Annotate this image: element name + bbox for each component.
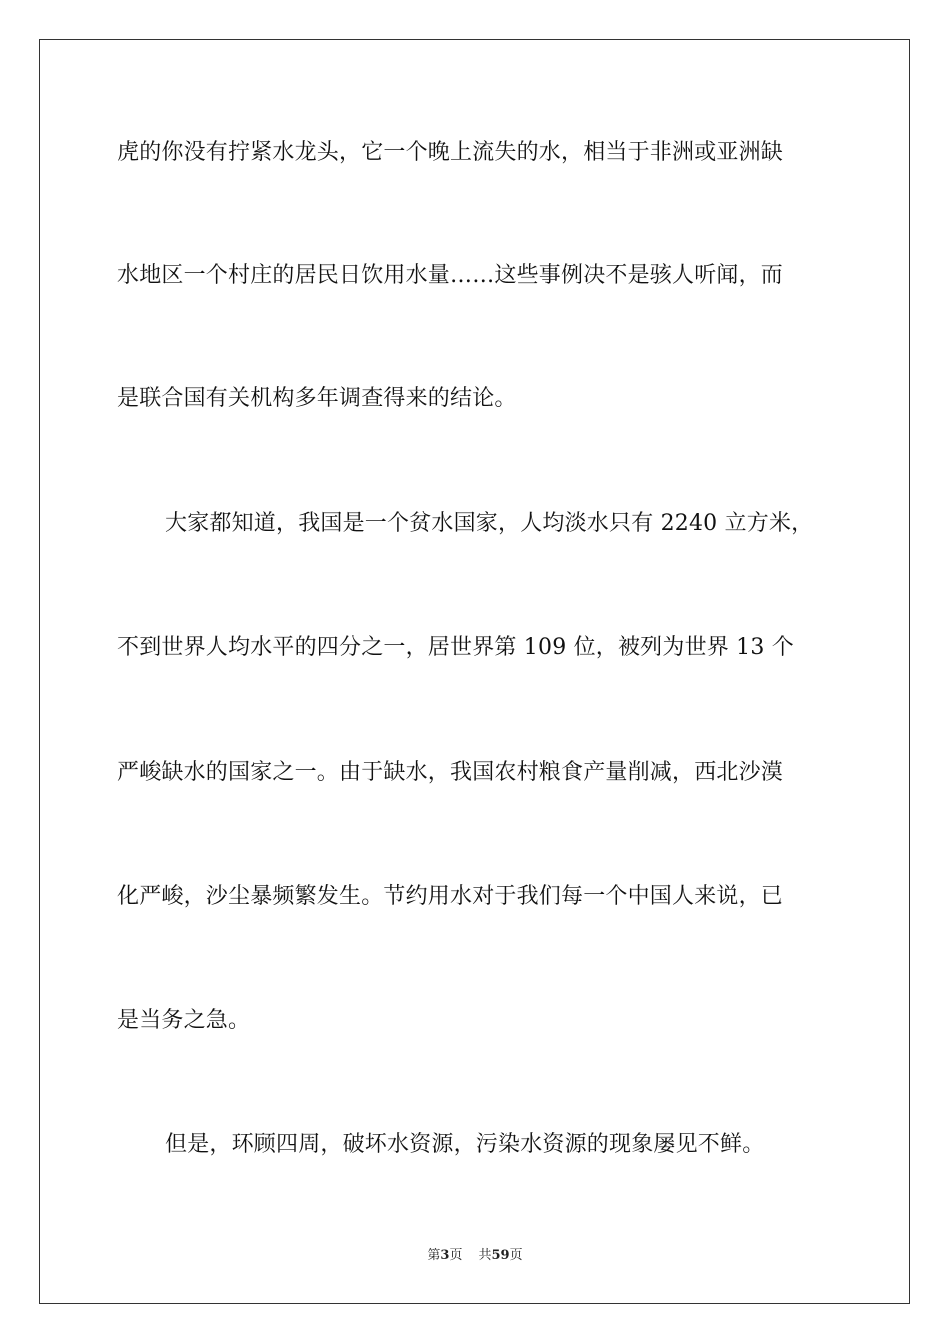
text-line: 虎的你没有拧紧水龙头，它一个晚上流失的水，相当于非洲或亚洲缺: [117, 140, 784, 165]
total-pages: 59: [491, 1248, 510, 1263]
page-border: [39, 39, 910, 1304]
paragraph-first-line: 但是，环顾四周，破坏水资源，污染水资源的现象屡见不鲜。: [165, 1132, 765, 1157]
page-footer: [0, 1248, 950, 1264]
page-suffix: 页: [449, 1248, 463, 1263]
text-line: 是联合国有关机构多年调查得来的结论。: [117, 386, 517, 411]
text-line: 是当务之急。: [117, 1008, 251, 1033]
text-line: 严峻缺水的国家之一。由于缺水，我国农村粮食产量削减，西北沙漠: [117, 760, 784, 785]
page-number: 3: [440, 1248, 450, 1263]
text-line: 化严峻，沙尘暴频繁发生。节约用水对于我们每一个中国人来说，已: [117, 884, 784, 909]
page-prefix: 第: [427, 1248, 441, 1263]
text-line: 水地区一个村庄的居民日饮用水量……这些事例决不是骇人听闻，而: [117, 263, 784, 288]
total-prefix: 共: [478, 1248, 492, 1263]
paragraph-first-line: 大家都知道，我国是一个贫水国家，人均淡水只有 2240 立方米，: [165, 511, 814, 536]
text-line: 不到世界人均水平的四分之一，居世界第 109 位，被列为世界 13 个: [117, 635, 794, 660]
total-suffix: 页: [509, 1248, 523, 1263]
